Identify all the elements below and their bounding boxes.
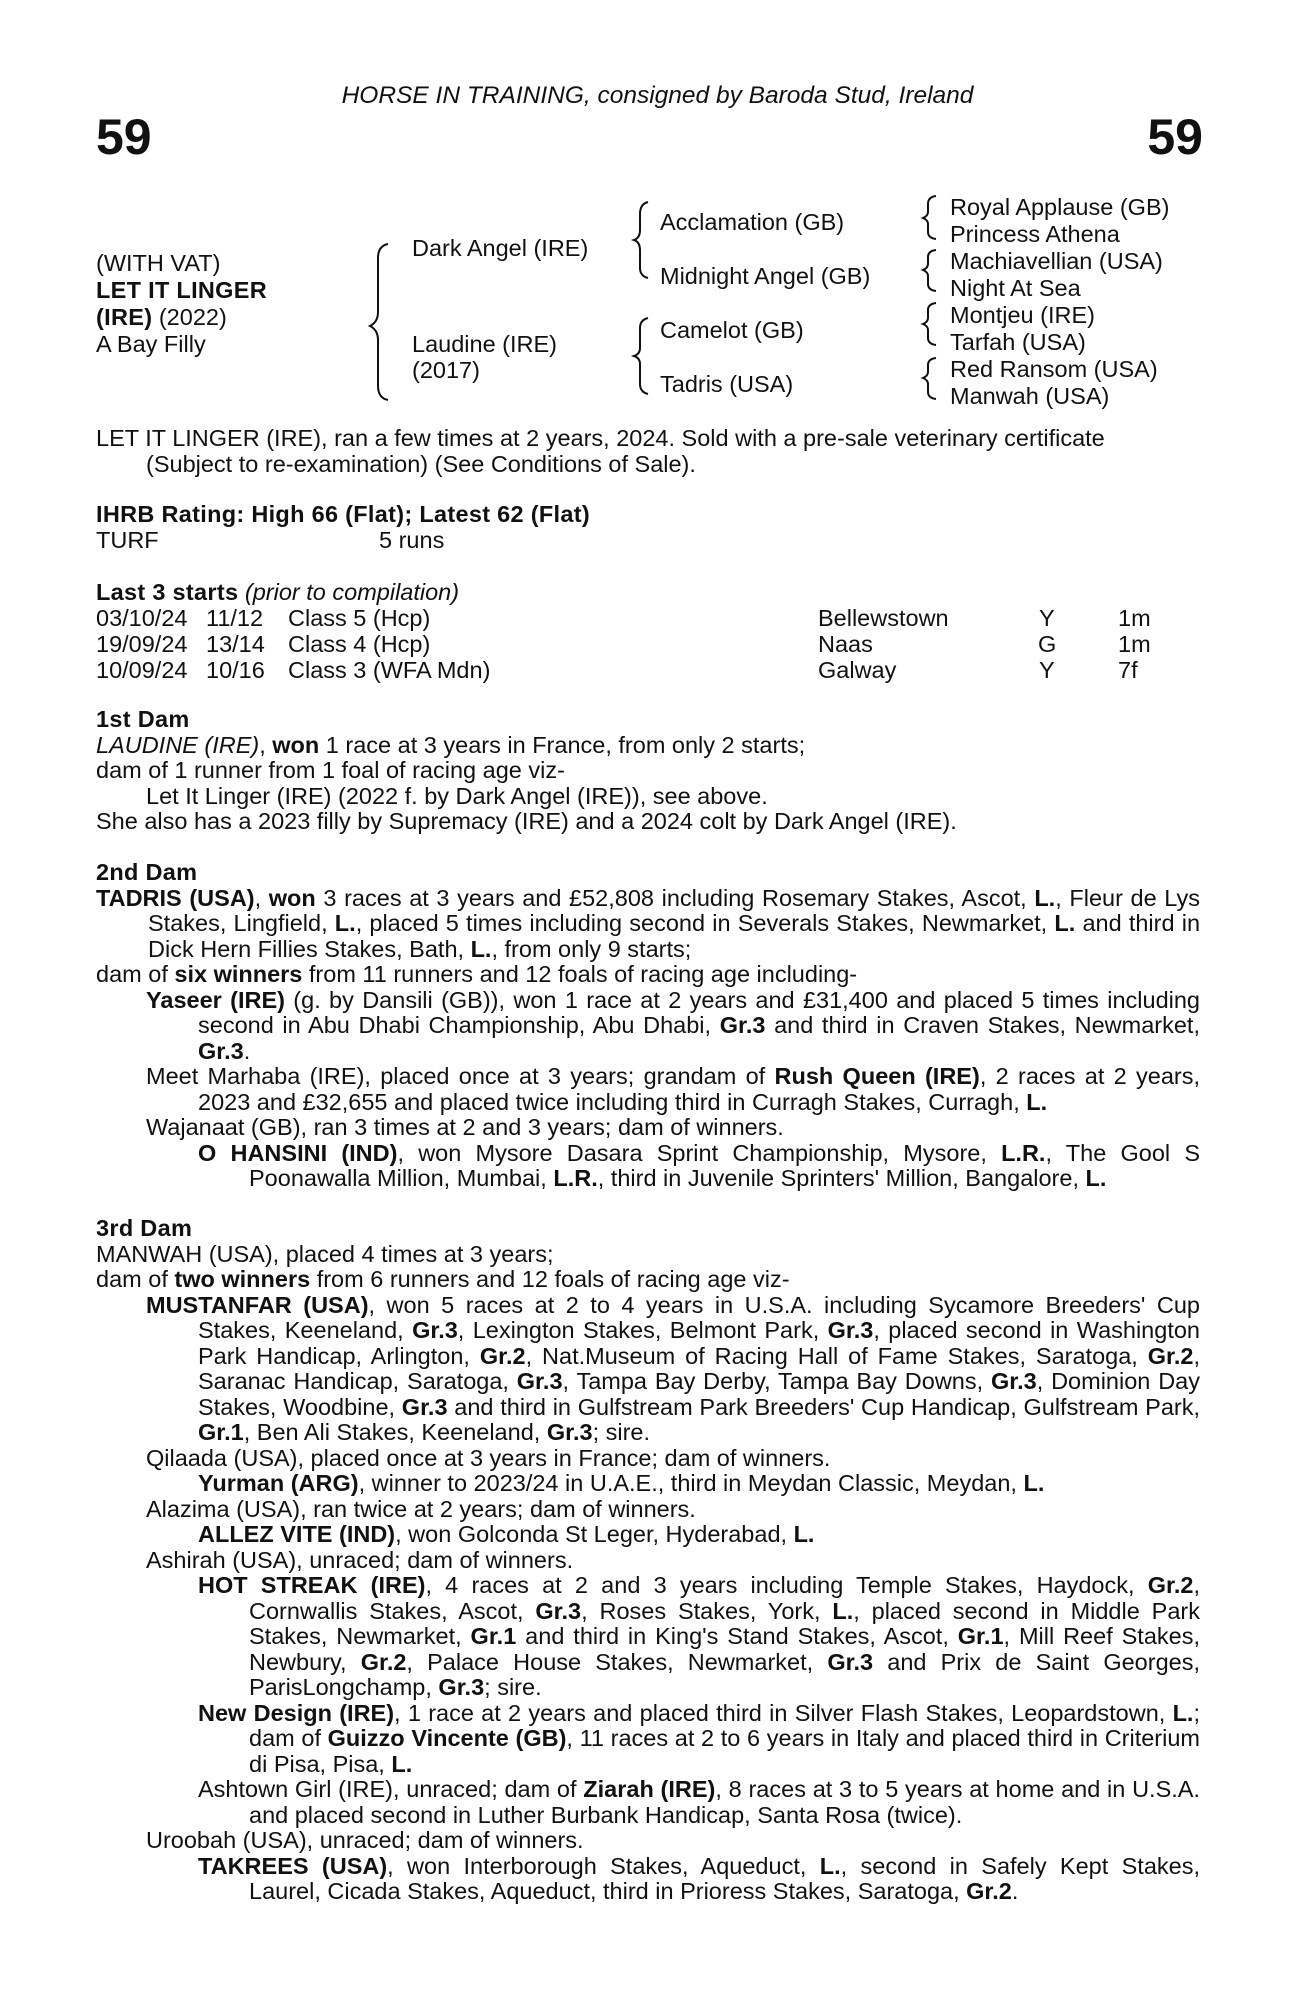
last-starts-heading: Last 3 starts <box>96 579 239 605</box>
alazima-record: Alazima (USA), ran twice at 2 years; dam of winners. <box>146 1495 696 1522</box>
group-label: Gr.3 <box>827 1317 874 1343</box>
won-label: won <box>272 731 320 758</box>
horse-description: A Bay Filly <box>96 331 206 357</box>
start-going: G <box>1038 631 1057 657</box>
first-dam-text: 1 race at 3 years in France, from only 2 starts; <box>319 731 806 758</box>
listed-label: L. <box>793 1521 815 1547</box>
listed-label: L. <box>1172 1699 1194 1726</box>
text: dam of <box>96 1266 175 1292</box>
surface-label: TURF <box>96 526 159 553</box>
listed-label: L. <box>1023 1470 1045 1496</box>
ggd-2: Night At Sea <box>950 275 1081 301</box>
start-distance: 7f <box>1118 657 1138 683</box>
text: , Fleur de Lys Stakes, Lingfield, <box>148 884 1200 936</box>
last-starts-heading-row <box>96 580 1200 606</box>
start-distance: 1m <box>1118 631 1151 657</box>
start-going: Y <box>1039 657 1055 683</box>
mustanfar-name: MUSTANFAR (USA) <box>146 1291 369 1318</box>
meet-marhaba-record <box>96 1064 1200 1115</box>
group-label: Gr.3 <box>535 1597 582 1624</box>
text: , from only 9 starts; <box>491 935 692 962</box>
start-date: 10/09/24 <box>96 657 188 683</box>
vat-label: (WITH VAT) <box>96 250 221 276</box>
horse-foaling-year: (2022) <box>152 304 227 330</box>
listed-race-label: L.R. <box>1001 1139 1046 1166</box>
start-distance: 1m <box>1118 605 1151 631</box>
start-class: Class 5 (Hcp) <box>288 605 431 631</box>
horse-name: LET IT LINGER <box>96 277 268 303</box>
start-course: Bellewstown <box>818 605 949 631</box>
yaseer-record <box>96 988 1200 1065</box>
text: , The Gool S Poonawalla Million, Mumbai, <box>249 1139 1201 1191</box>
summary-line1: LET IT LINGER (IRE), ran a few times at 2 years, 2024. Sold with a pre-sale veterinary certificate <box>96 425 1105 451</box>
uroobah-record: Uroobah (USA), unraced; dam of winners. <box>146 1827 584 1853</box>
manwah-record: MANWAH (USA), placed 4 times at 3 years; <box>96 1240 554 1267</box>
yurman-record <box>96 1471 1200 1497</box>
ggs-4: Red Ransom (USA) <box>950 356 1158 382</box>
text: from 6 runners and 12 foals of racing age viz- <box>310 1266 790 1292</box>
group-label: Gr.3 <box>827 1648 874 1675</box>
dam-sire: Camelot (GB) <box>660 317 804 343</box>
manwah-produce <box>96 1267 1200 1293</box>
text: , won Golconda St Leger, Hyderabad, <box>395 1521 794 1547</box>
won-label: won <box>268 884 316 911</box>
ggs-1: Royal Applause (GB) <box>950 194 1170 220</box>
group-label: Gr.2 <box>1147 1572 1194 1598</box>
listed-label: L. <box>1054 910 1076 936</box>
hot-streak-name: HOT STREAK (IRE) <box>198 1572 426 1598</box>
surface-row <box>96 528 1200 554</box>
text: ; sire. <box>484 1674 542 1700</box>
text: , Tampa Bay Derby, Tampa Bay Downs, <box>562 1368 991 1394</box>
text: , placed 5 times including second in Severals Stakes, Newmarket, <box>355 910 1055 936</box>
start-row <box>96 606 1200 632</box>
listed-label: L. <box>334 910 356 936</box>
third-dam <box>96 1216 1200 1905</box>
group-label: Gr.3 <box>198 1037 244 1064</box>
text: , Roses Stakes, York, <box>581 1597 833 1624</box>
group-label: Gr.2 <box>360 1648 407 1675</box>
listed-label: L. <box>1085 1165 1107 1191</box>
dam-year: (2017) <box>412 357 480 383</box>
listed-label: L. <box>1034 884 1056 911</box>
ashirah-record: Ashirah (USA), unraced; dam of winners. <box>146 1546 574 1573</box>
listed-race-label: L.R. <box>553 1165 598 1191</box>
text: ; sire. <box>592 1419 651 1445</box>
yurman-name: Yurman (ARG) <box>198 1470 359 1496</box>
sire-sire: Acclamation (GB) <box>660 209 845 235</box>
text: , 8 races at 3 to 5 years at home and in U.S.A. and placed second in Luther Burbank Handicap, Santa Rosa (twice). <box>249 1776 1200 1828</box>
group-label: Gr.3 <box>546 1419 593 1445</box>
text: . <box>1011 1878 1019 1904</box>
first-dam-produce: dam of 1 runner from 1 foal of racing age viz- <box>96 757 565 783</box>
first-dam-name: LAUDINE (IRE) <box>96 731 260 758</box>
start-class: Class 3 (WFA Mdn) <box>288 657 491 683</box>
sire-name: Dark Angel (IRE) <box>412 235 589 261</box>
new-design-record <box>96 1701 1200 1778</box>
first-dam-note: She also has a 2023 filly by Supremacy (IRE) and a 2024 colt by Dark Angel (IRE). <box>96 808 957 834</box>
first-dam-record: LAUDINE (IRE), won 1 race at 3 years in France, from only 2 starts; <box>96 731 806 758</box>
third-dam-heading: 3rd Dam <box>96 1215 193 1241</box>
lot-number-left: 59 <box>96 109 152 165</box>
start-position: 13/14 <box>206 631 265 657</box>
start-position: 10/16 <box>206 657 265 683</box>
ggd-1: Princess Athena <box>950 221 1120 247</box>
text: , won Interborough Stakes, Aqueduct, <box>387 1852 820 1879</box>
text: and third in Craven Stakes, Newmarket, <box>765 1012 1200 1038</box>
group-label: Gr.3 <box>990 1368 1037 1394</box>
group-label: Gr.1 <box>957 1623 1004 1649</box>
text: , Dominion Day Stakes, Woodbine, <box>198 1368 1200 1420</box>
text: (g. by Dansili (GB)), won 1 race at 2 years and £31,400 and placed 5 times including second in Abu Dhabi Championship, Abu Dhabi, <box>198 986 1200 1038</box>
listed-label: L. <box>832 1597 854 1624</box>
text: , Lexington Stakes, Belmont Park, <box>457 1317 828 1343</box>
group-label: Gr.3 <box>516 1368 563 1394</box>
qilaada-record: Qilaada (USA), placed once at 3 years in France; dam of winners. <box>146 1444 831 1471</box>
allez-vite-record <box>96 1522 1200 1548</box>
text: Ashtown Girl (IRE), unraced; dam of <box>198 1776 584 1802</box>
text: Meet Marhaba (IRE), placed once at 3 years; grandam of <box>146 1063 775 1089</box>
start-date: 03/10/24 <box>96 605 188 631</box>
start-course: Galway <box>818 657 897 683</box>
new-design-name: New Design (IRE) <box>198 1699 395 1726</box>
runs-count: 5 runs <box>379 526 445 553</box>
text: , placed second in Middle Park Stakes, Newmarket, <box>249 1597 1200 1649</box>
horse-country: (IRE) <box>96 304 153 330</box>
text: , Saranac Handicap, Saratoga, <box>198 1342 1200 1394</box>
lot-number-right: 59 <box>1147 109 1203 165</box>
listed-label: L. <box>391 1750 413 1777</box>
text: , Nat.Museum of Racing Hall of Fame Stakes, Saratoga, <box>525 1342 1148 1369</box>
second-dam <box>96 860 1200 1192</box>
dam-dam: Tadris (USA) <box>660 371 794 397</box>
dam-name: Laudine (IRE) <box>412 331 557 357</box>
ashtown-girl-record <box>96 1777 1200 1828</box>
text: , 11 races at 2 to 6 years in Italy and placed third in Criterium di Pisa, Pisa, <box>249 1725 1200 1777</box>
group-label: Gr.1 <box>470 1623 517 1649</box>
summary <box>96 426 1200 477</box>
ggs-3: Montjeu (IRE) <box>950 302 1095 328</box>
guizzo-vincente-name: Guizzo Vincente (GB) <box>327 1725 567 1751</box>
listed-label: L. <box>1026 1088 1048 1115</box>
text: and third in Gulfstream Park Breeders' Cup Handicap, Gulfstream Park, <box>447 1393 1200 1420</box>
start-class: Class 4 (Hcp) <box>288 631 431 657</box>
tadris-produce <box>96 962 1200 988</box>
ggd-4: Manwah (USA) <box>950 383 1110 409</box>
summary-line2: (Subject to re-examination) (See Conditions of Sale). <box>146 450 696 477</box>
text: , second in Safely Kept Stakes, Laurel, Cicada Stakes, Aqueduct, third in Prioress Stakes, Saratoga, <box>249 1852 1200 1904</box>
start-row <box>96 658 1200 684</box>
sire-dam: Midnight Angel (GB) <box>660 263 871 289</box>
text: , third in Juvenile Sprinters' Million, Bangalore, <box>597 1165 1086 1191</box>
wajanaat-record: Wajanaat (GB), ran 3 times at 2 and 3 years; dam of winners. <box>146 1114 784 1140</box>
mustanfar-record <box>96 1293 1200 1446</box>
starts-table <box>96 606 1200 684</box>
yaseer-name: Yaseer (IRE) <box>146 986 285 1013</box>
first-dam-heading: 1st Dam <box>96 706 190 732</box>
group-label: Gr.3 <box>719 1012 766 1038</box>
listed-label: L. <box>470 935 492 962</box>
rating-block <box>96 502 1200 553</box>
last-starts <box>96 580 1200 606</box>
takrees-name: TAKREES (USA) <box>198 1852 388 1879</box>
takrees-record <box>96 1854 1200 1905</box>
rush-queen-name: Rush Queen (IRE) <box>774 1063 980 1089</box>
first-dam <box>96 707 1200 835</box>
text: , Cornwallis Stakes, Ascot, <box>249 1572 1200 1624</box>
text: . <box>243 1037 251 1064</box>
winners-count: two winners <box>174 1266 311 1292</box>
start-position: 11/12 <box>206 605 264 631</box>
group-label: Gr.3 <box>438 1674 485 1700</box>
text: , 4 races at 2 and 3 years including Temple Stakes, Haydock, <box>425 1572 1148 1598</box>
winners-count: six winners <box>174 961 303 987</box>
text: , won Mysore Dasara Sprint Championship, Mysore, <box>397 1139 1002 1166</box>
text: and third in King's Stand Stakes, Ascot, <box>516 1623 958 1649</box>
catalogue-header: HORSE IN TRAINING, consigned by Baroda Stud, Ireland <box>341 82 974 109</box>
allez-vite-name: ALLEZ VITE (IND) <box>198 1521 396 1547</box>
text: , winner to 2023/24 in U.A.E., third in Meydan Classic, Meydan, <box>358 1470 1024 1496</box>
text: , Ben Ali Stakes, Keeneland, <box>243 1419 547 1445</box>
text: and third in Dick Hern Fillies Stakes, Bath, <box>148 910 1201 962</box>
text: , 1 race at 2 years and placed third in Silver Flash Stakes, Leopardstown, <box>394 1699 1173 1726</box>
group-label: Gr.2 <box>479 1342 526 1369</box>
text: and Prix de Saint Georges, ParisLongchamp, <box>249 1648 1200 1700</box>
text: , won 5 races at 2 to 4 years in U.S.A. including Sycamore Breeders' Cup Stakes, Keeneland, <box>198 1291 1200 1343</box>
start-date: 19/09/24 <box>96 631 188 657</box>
group-label: Gr.1 <box>198 1419 244 1445</box>
ziarah-name: Ziarah (IRE) <box>583 1776 716 1802</box>
start-course: Naas <box>818 631 873 657</box>
start-going: Y <box>1039 605 1055 631</box>
text: 3 races at 3 years and £52,808 including Rosemary Stakes, Ascot, <box>315 884 1035 911</box>
text: , Palace House Stakes, Newmarket, <box>406 1648 828 1675</box>
tadris-record: TADRIS (USA), won 3 races at 3 years and £52,808 including Rosemary Stakes, Ascot, L., Fleur de Lys Stakes, Lingfield, L., placed 5 times including second in Severals Stakes, Newmarket, L. and third in Dick Hern Fillies Stakes, Bath, L., from only 9 starts; <box>96 884 1201 962</box>
hansini-record <box>96 1141 1200 1192</box>
hansini-name: O HANSINI (IND) <box>198 1139 398 1166</box>
start-row <box>96 632 1200 658</box>
group-label: Gr.3 <box>412 1317 458 1343</box>
second-dam-heading: 2nd Dam <box>96 859 198 885</box>
text: ; dam of <box>249 1699 1200 1751</box>
first-dam-foal: Let It Linger (IRE) (2022 f. by Dark Angel (IRE)), see above. <box>146 782 768 809</box>
text: , 2 races at 2 years, 2023 and £32,655 and placed twice including third in Curragh Stakes, Curragh, <box>198 1063 1201 1115</box>
text: from 11 runners and 12 foals of racing age including- <box>302 961 858 987</box>
text: , Mill Reef Stakes, Newbury, <box>249 1623 1200 1675</box>
group-label: Gr.2 <box>1147 1342 1194 1369</box>
text: , placed second in Washington Park Handicap, Arlington, <box>198 1317 1200 1369</box>
group-label: Gr.2 <box>966 1878 1012 1904</box>
group-label: Gr.3 <box>401 1393 448 1420</box>
last-starts-note: (prior to compilation) <box>238 579 460 605</box>
listed-label: L. <box>819 1852 841 1879</box>
hot-streak-record <box>96 1573 1200 1701</box>
ggd-3: Tarfah (USA) <box>950 329 1086 355</box>
ihrb-rating: IHRB Rating: High 66 (Flat); Latest 62 (Flat) <box>96 501 590 527</box>
ggs-2: Machiavellian (USA) <box>950 248 1163 274</box>
tadris-name: TADRIS (USA) <box>96 884 255 911</box>
text: dam of <box>96 961 175 987</box>
